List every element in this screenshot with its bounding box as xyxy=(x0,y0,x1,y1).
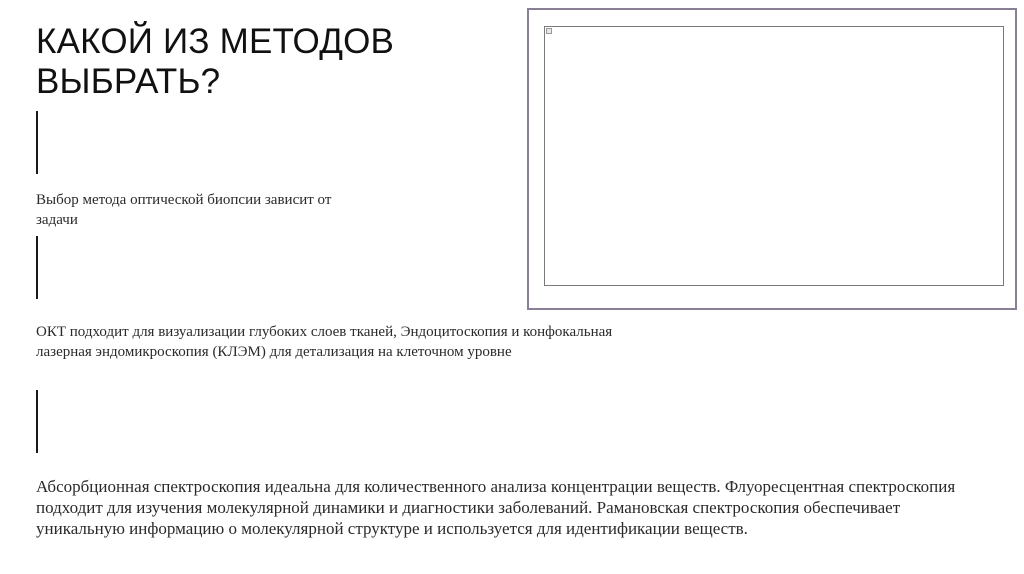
vertical-divider xyxy=(36,390,38,453)
paragraph-spectroscopy: Абсорбционная спектроскопия идеальна для количественного анализа концентрации веществ. Флуоресцентная спектроскопия подходит для изучения молекулярной динамики и диагностики заболеваний. Рамановская спектроскопия обеспечивает уникальную информацию о молекулярной структуре и используется для идентификации веществ. xyxy=(36,477,956,538)
vertical-divider xyxy=(36,236,38,299)
figure-placeholder xyxy=(544,26,1004,286)
broken-image-icon xyxy=(546,28,552,34)
vertical-divider xyxy=(36,111,38,174)
figure-frame xyxy=(527,8,1017,310)
slide-title: КАКОЙ ИЗ МЕТОДОВ ВЫБРАТЬ? xyxy=(36,22,395,101)
paragraph-method-choice: Выбор метода оптической биопсии зависит от задачи xyxy=(36,192,332,228)
paragraph-oct-klem: ОКТ подходит для визуализации глубоких слоев тканей, Эндоцитоскопия и конфокальная лазерная эндомикроскопия (КЛЭМ) для детализация на клеточном уровне xyxy=(36,324,613,360)
